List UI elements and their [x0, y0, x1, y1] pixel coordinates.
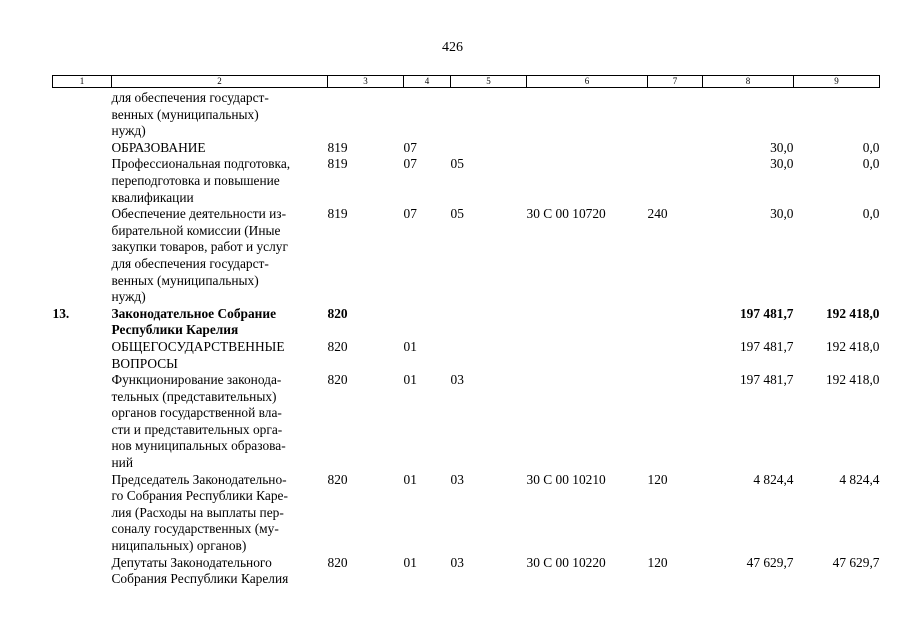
target-article-code — [527, 306, 648, 339]
row-number — [53, 206, 112, 306]
row-name-line: Законодательное Собрание — [111, 305, 277, 321]
admin-code: 819 — [327, 156, 348, 172]
expense-type-code: 240 — [647, 206, 668, 222]
section-code: 01 — [403, 471, 417, 487]
amount-year-2: 192 418,0 — [825, 305, 880, 321]
row-name-line: для обеспечения государст- — [111, 255, 269, 271]
column-header: 6 — [527, 76, 648, 88]
subsection-code: 05 — [450, 206, 464, 222]
row-name-line: Обеспечение деятельности из- — [111, 206, 287, 222]
expense-type-code — [648, 339, 703, 372]
row-name-line: соналу государственных (му- — [111, 521, 279, 537]
section-code: 01 — [403, 372, 417, 388]
row-name-line: Функционирование законода- — [111, 372, 282, 388]
admin-code — [328, 88, 404, 140]
subsection-code: 03 — [450, 554, 464, 570]
admin-code: 820 — [327, 372, 348, 388]
row-name — [112, 140, 328, 157]
amount-year-1: 47 629,7 — [746, 554, 794, 570]
row-name — [112, 306, 328, 339]
amount-year-1: 30,0 — [770, 156, 794, 172]
row-number — [53, 140, 112, 157]
subsection-code: 03 — [450, 471, 464, 487]
row-name-line: квалификации — [111, 189, 194, 205]
row-name — [112, 156, 328, 206]
row-number — [53, 339, 112, 372]
column-number-header — [53, 76, 880, 88]
section-code: 07 — [403, 139, 417, 155]
amount-year-2: 192 418,0 — [825, 372, 880, 388]
amount-year-1: 197 481,7 — [739, 372, 794, 388]
amount-year-2: 4 824,4 — [839, 471, 880, 487]
subsection-code — [451, 339, 527, 372]
row-number — [53, 555, 112, 588]
target-article-code — [527, 88, 648, 140]
admin-code: 820 — [327, 338, 348, 354]
column-header: 5 — [451, 76, 527, 88]
row-name-line: нужд) — [111, 289, 146, 305]
subsection-code: 03 — [450, 372, 464, 388]
table-row — [53, 140, 880, 157]
expense-type-code — [648, 306, 703, 339]
row-name-line: лия (Расходы на выплаты пер- — [111, 504, 284, 520]
section-code — [404, 88, 451, 140]
amount-year-1: 197 481,7 — [739, 338, 794, 354]
row-name-line: венных (муниципальных) — [111, 272, 259, 288]
row-name — [112, 88, 328, 140]
amount-year-1 — [703, 88, 794, 140]
row-name-line: Республики Карелия — [111, 322, 239, 338]
table-row — [53, 372, 880, 472]
expense-type-code: 120 — [647, 471, 668, 487]
expense-type-code — [648, 372, 703, 472]
section-code: 07 — [403, 206, 417, 222]
section-code — [404, 306, 451, 339]
section-code: 07 — [403, 156, 417, 172]
target-article-code — [527, 156, 648, 206]
row-name-line: Депутаты Законодательного — [111, 554, 272, 570]
row-name-line: ОБЩЕГОСУДАРСТВЕННЫЕ — [111, 338, 285, 354]
row-name — [112, 555, 328, 588]
table-row — [53, 306, 880, 339]
row-number — [53, 372, 112, 472]
amount-year-2: 0,0 — [862, 139, 880, 155]
row-number — [53, 156, 112, 206]
section-code: 01 — [403, 338, 417, 354]
row-name-line: ОБРАЗОВАНИЕ — [111, 139, 206, 155]
row-name-line: бирательной комиссии (Иные — [111, 222, 281, 238]
table-row — [53, 88, 880, 140]
subsection-code — [451, 140, 527, 157]
admin-code: 819 — [327, 206, 348, 222]
column-header: 8 — [703, 76, 794, 88]
budget-table — [52, 75, 880, 588]
row-name-line: сти и представительных орга- — [111, 421, 283, 437]
target-article-code — [527, 140, 648, 157]
row-name-line: ниципальных) органов) — [111, 538, 247, 554]
amount-year-2 — [794, 88, 880, 140]
table-row — [53, 156, 880, 206]
row-name-line: го Собрания Республики Каре- — [111, 488, 288, 504]
subsection-code — [451, 306, 527, 339]
target-article-code: 30 С 00 10720 — [526, 206, 606, 222]
amount-year-1: 4 824,4 — [753, 471, 794, 487]
row-name-line: Профессиональная подготовка, — [111, 156, 291, 172]
table-row — [53, 555, 880, 588]
amount-year-2: 0,0 — [862, 156, 880, 172]
amount-year-2: 47 629,7 — [832, 554, 880, 570]
target-article-code — [527, 372, 648, 472]
target-article-code: 30 С 00 10220 — [526, 554, 606, 570]
expense-type-code — [648, 156, 703, 206]
expense-type-code: 120 — [647, 554, 668, 570]
row-name-line: Собрания Республики Карелия — [111, 571, 289, 587]
row-number — [53, 472, 112, 555]
column-header: 7 — [648, 76, 703, 88]
expense-type-code — [648, 140, 703, 157]
expense-type-code — [648, 88, 703, 140]
row-name-line: тельных (представительных) — [111, 388, 277, 404]
row-name-line: Председатель Законодательно- — [111, 471, 287, 487]
section-code: 01 — [403, 554, 417, 570]
subsection-code: 05 — [450, 156, 464, 172]
admin-code: 820 — [327, 305, 348, 321]
target-article-code: 30 С 00 10210 — [526, 471, 606, 487]
row-name-line: венных (муниципальных) — [111, 106, 259, 122]
row-name-line: ний — [111, 455, 133, 471]
column-header: 1 — [53, 76, 112, 88]
row-name-line: ВОПРОСЫ — [111, 355, 178, 371]
amount-year-1: 197 481,7 — [739, 305, 794, 321]
row-name-line: переподготовка и повышение — [111, 172, 280, 188]
table-row — [53, 206, 880, 306]
row-name-line: нужд) — [111, 123, 146, 139]
admin-code: 820 — [327, 471, 348, 487]
column-header: 4 — [404, 76, 451, 88]
column-header: 2 — [112, 76, 328, 88]
table-body — [53, 88, 880, 588]
row-number — [53, 88, 112, 140]
row-name-line: для обеспечения государст- — [111, 90, 269, 105]
column-header: 9 — [794, 76, 880, 88]
subsection-code — [451, 88, 527, 140]
admin-code: 820 — [327, 554, 348, 570]
row-name — [112, 472, 328, 555]
row-name-line: органов государственной вла- — [111, 405, 282, 421]
row-name-line: нов муниципальных образова- — [111, 438, 286, 454]
column-header: 3 — [328, 76, 404, 88]
admin-code: 819 — [327, 139, 348, 155]
row-name — [112, 372, 328, 472]
row-name — [112, 206, 328, 306]
table-row — [53, 472, 880, 555]
amount-year-1: 30,0 — [770, 139, 794, 155]
row-name-line: закупки товаров, работ и услуг — [111, 239, 288, 255]
amount-year-2: 192 418,0 — [825, 338, 880, 354]
amount-year-1: 30,0 — [770, 206, 794, 222]
target-article-code — [527, 339, 648, 372]
amount-year-2: 0,0 — [862, 206, 880, 222]
page-number: 426 — [442, 40, 463, 55]
row-number: 13. — [52, 305, 70, 321]
row-name — [112, 339, 328, 372]
table-row — [53, 339, 880, 372]
